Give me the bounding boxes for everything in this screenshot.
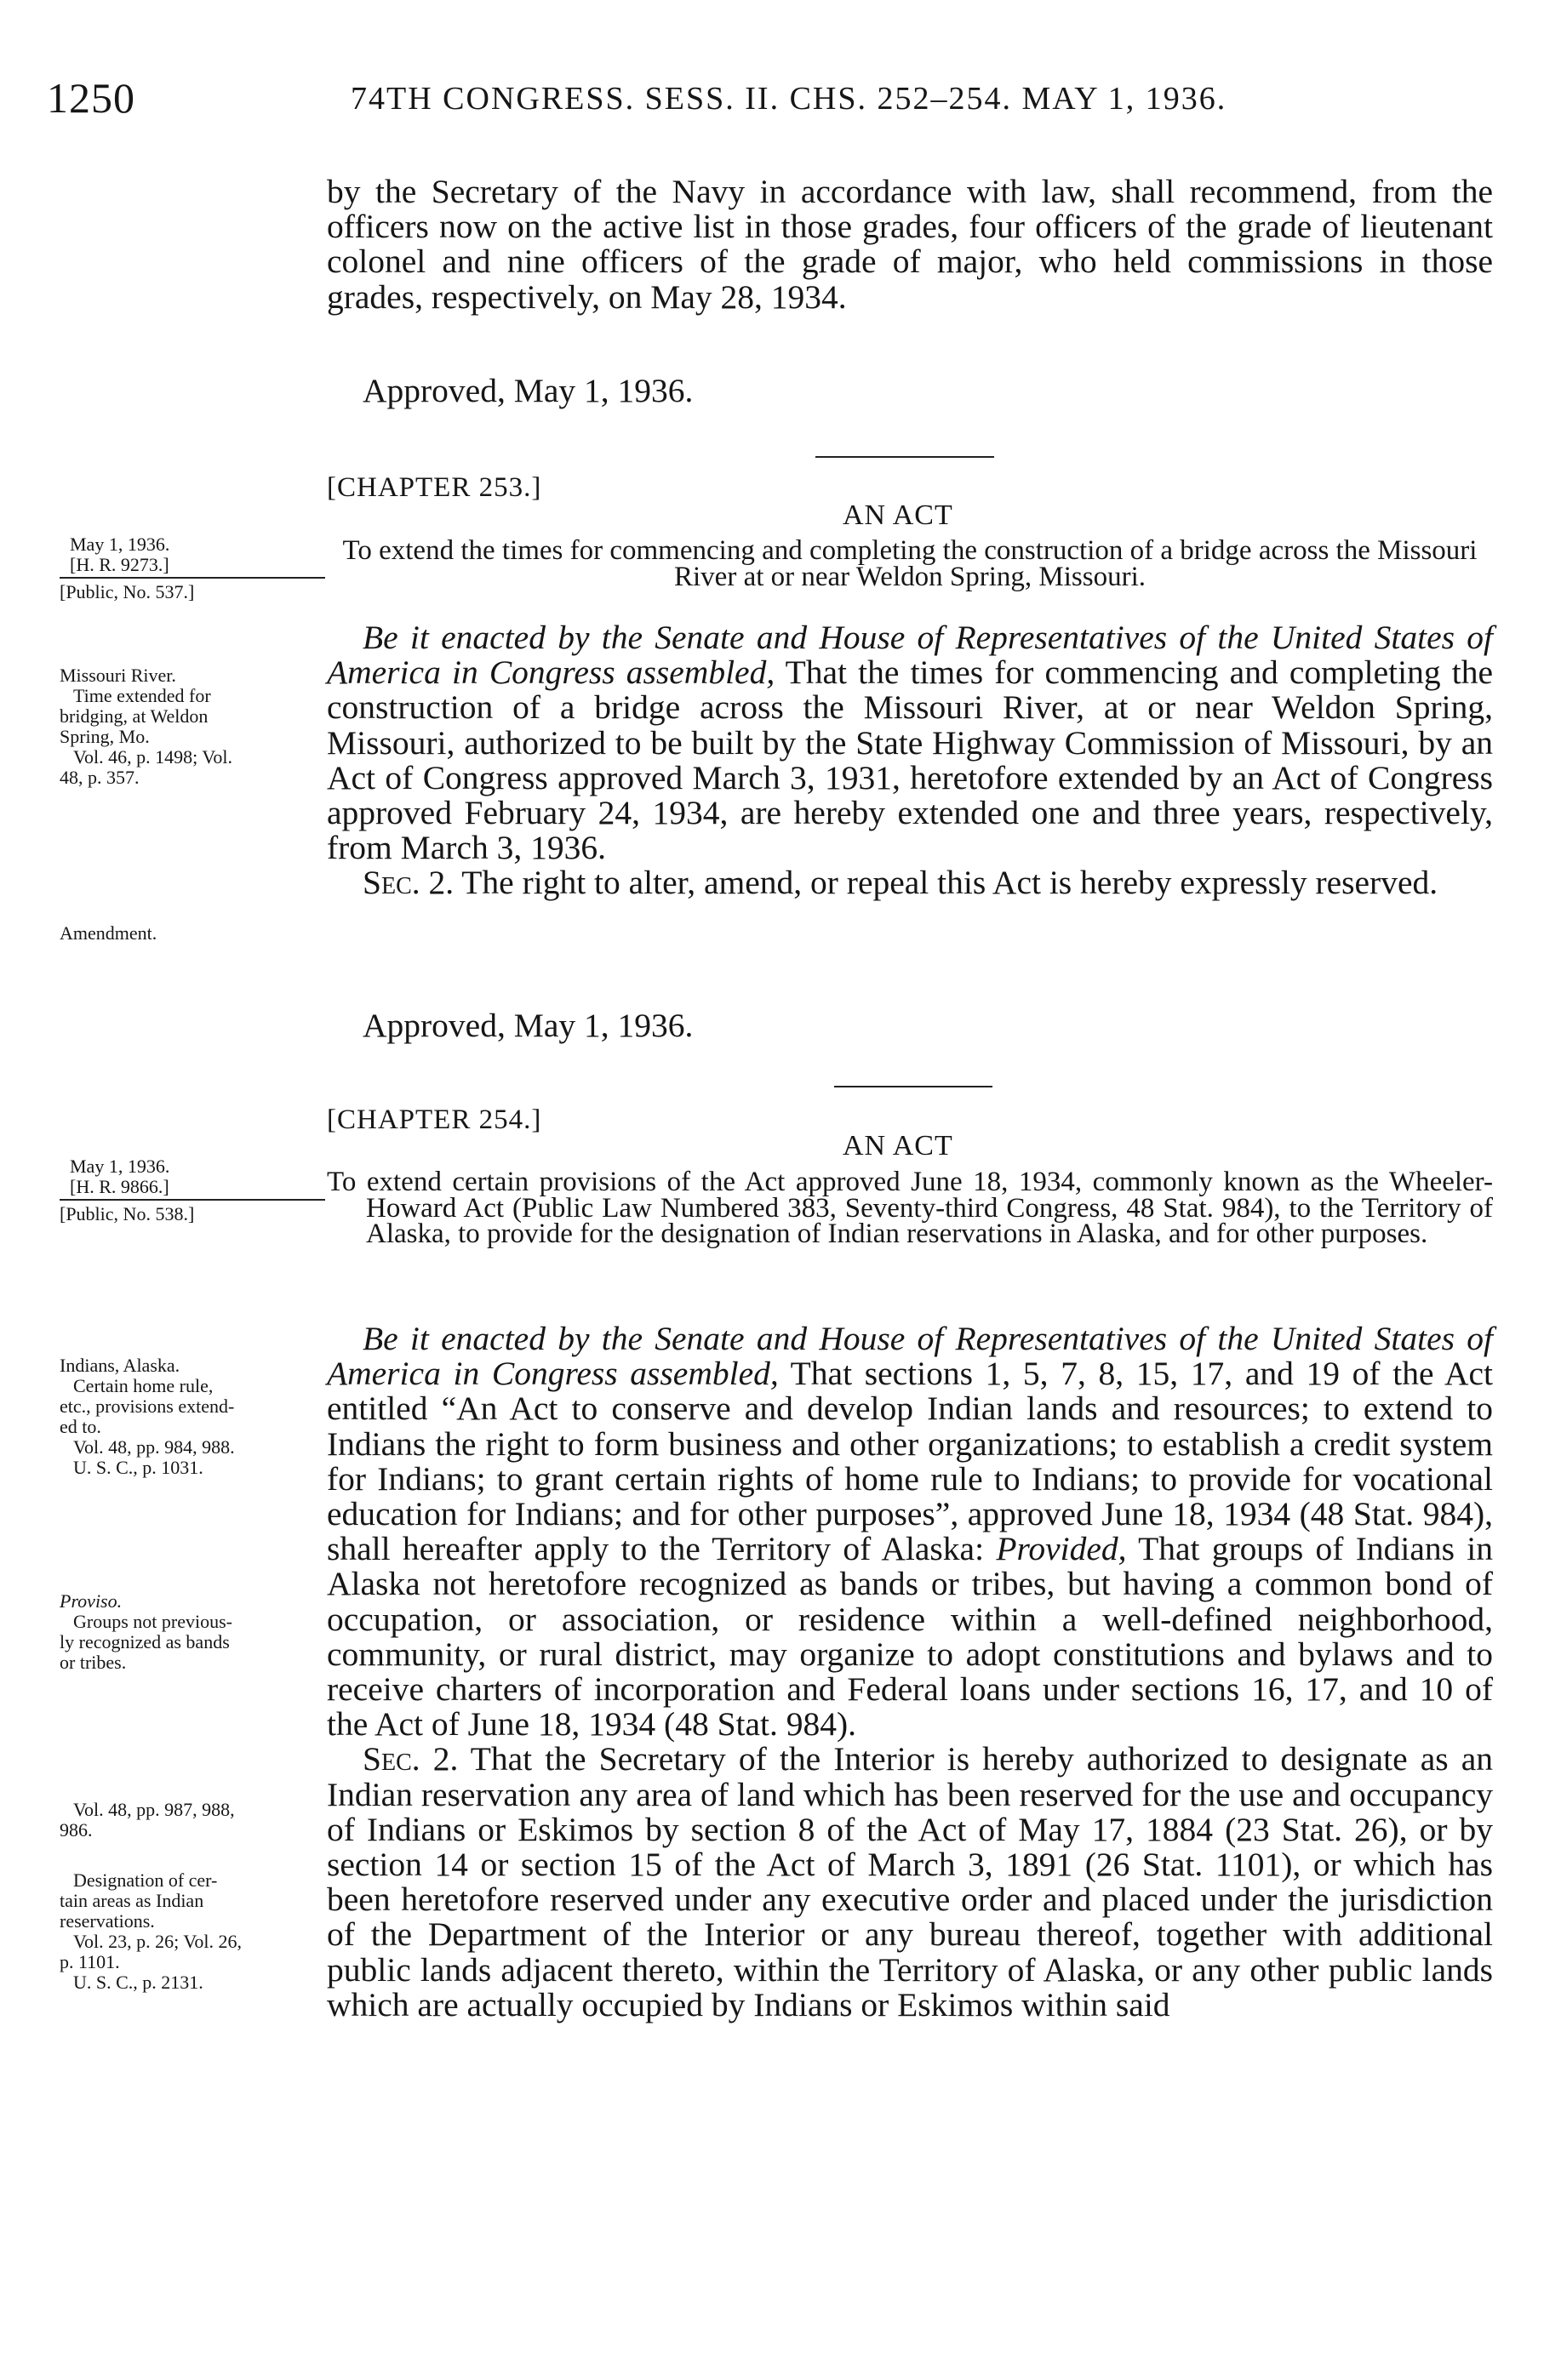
section-label: Sec. 2. bbox=[363, 864, 455, 902]
chapter-254-purpose-text: To extend certain provisions of the Act approved June 18, 1934, commonly known as the Wheeler-Howard Act (Public Law Numbered 383, Seventy-third Congress, 48 Stat. 984), to the Territory of Alaska, to provide for the designation of Indian reservations in Alaska, and for other purposes. bbox=[327, 1167, 1493, 1249]
continuation-text: by the Secretary of the Navy in accordance with law, shall recommend, from the officers now on the active list in those grades, four officers of the grade of lieutenant colonel and nine officers of the grade of major, who held commissions in those grades, respectively, on May 28, 1934. bbox=[327, 173, 1493, 316]
section-divider bbox=[815, 456, 994, 458]
bill-date: May 1, 1936. bbox=[70, 534, 170, 555]
continuation-paragraph bbox=[327, 174, 1493, 315]
chapter-254-label: [CHAPTER 254.] bbox=[327, 1104, 542, 1135]
margin-note-indians-alaska: Indians, Alaska. Certain home rule, etc., provisions extend- ed to. Vol. 48, pp. 984, 988. U. S. C., p. 1031. bbox=[60, 1355, 235, 1478]
chapter-253-approved: Approved, May 1, 1936. bbox=[363, 1007, 694, 1044]
chapter-253-label: [CHAPTER 253.] bbox=[327, 472, 542, 503]
public-law-number: [Public, No. 538.] bbox=[60, 1203, 195, 1224]
running-title: 74TH CONGRESS. SESS. II. CHS. 252–254. MAY 1, 1936. bbox=[351, 81, 1227, 117]
section-label: Sec. 2. bbox=[363, 1740, 459, 1778]
page-number: 1250 bbox=[47, 74, 135, 122]
margin-note-proviso: Proviso. Groups not previous- ly recognized as bands or tribes. bbox=[60, 1590, 232, 1673]
chapter-253-bill-info bbox=[60, 534, 315, 602]
continuation-approved: Approved, May 1, 1936. bbox=[363, 372, 694, 409]
chapter-253-purpose bbox=[327, 535, 1493, 592]
margin-note-amendment: Amendment. bbox=[60, 922, 157, 944]
enacting-formula: Be it enacted by the Senate and House of Representatives of the United States of America in Congress assembled, bbox=[327, 619, 1493, 692]
public-law-number: [Public, No. 537.] bbox=[60, 581, 195, 602]
bill-number: [H. R. 9273.] bbox=[60, 555, 325, 579]
chapter-254-purpose bbox=[327, 1169, 1493, 1247]
section-divider bbox=[834, 1086, 992, 1087]
bill-date: May 1, 1936. bbox=[70, 1156, 170, 1177]
chapter-254-act-heading: AN ACT bbox=[843, 1130, 953, 1161]
chapter-253-purpose-text: To extend the times for commencing and completing the construction of a bridge across the Missouri River at or near Weldon Spring, Missouri. bbox=[342, 535, 1478, 592]
section-text: The right to alter, amend, or repeal this Act is hereby expressly reserved. bbox=[454, 864, 1438, 902]
section-text: That the Secretary of the Interior is hereby authorized to designate as an Indian reservation any area of land which has been reserved for the use and occupancy of Indians or Eskimos by section 8 of the Act of May 17, 1884 (23 Stat. 26), or by section 14 or section 15 of the Act of March 3, 1891 (26 Stat. 1101), or which has been heretofore reserved under any executive order and placed under the jurisdiction of the Department of the Interior or any bureau thereof, together with additional public lands adjacent thereto, within the Territory of Alaska, or any other public lands which are actually occupied by Indians or Eskimos within said bbox=[327, 1740, 1493, 2023]
proviso-text: That groups of Indians in Alaska not heretofore recognized as bands or tribes, but having a common bond of occupation, or association, or residence within a well-defined neighborhood, community, or rural district, may organize to adopt constitutions and bylaws and to receive charters of incorporation and Federal loans under sections 16, 17, and 10 of the Act of June 18, 1934 (48 Stat. 984). bbox=[327, 1530, 1494, 1744]
margin-note-vol-48: Vol. 48, pp. 987, 988, 986. bbox=[60, 1799, 235, 1841]
chapter-253-section-2 bbox=[327, 865, 1493, 900]
chapter-254-bill-info bbox=[60, 1156, 315, 1224]
margin-note-designation: Designation of cer- tain areas as Indian reservations. Vol. 23, p. 26; Vol. 26, p. 1101. U. S. C., p. 2131. bbox=[60, 1869, 243, 1993]
chapter-254-section-2 bbox=[327, 1742, 1493, 2023]
proviso-word: Provided, bbox=[996, 1530, 1127, 1568]
chapter-253-enacting-clause bbox=[327, 620, 1493, 901]
enacting-text: That the times for commencing and completing the construction of a bridge across the Missouri River, at or near Weldon Spring, Missouri, authorized to be built by the State Highway Commission of Missouri, by an Act of Congress approved March 3, 1931, heretofore extended by an Act of Congress approved February 24, 1934, are hereby extended one and three years, respectively, from March 3, 1936. bbox=[327, 654, 1493, 867]
chapter-254-enacting-clause bbox=[327, 1321, 1493, 2023]
enacting-text: That sections 1, 5, 7, 8, 15, 17, and 19 of the Act entitled “An Act to conserve and develop Indian lands and resources; to extend to Indians the right to form business and other organizations; to establish a credit system for Indians; to grant certain rights of home rule to Indians; to provide for vocational education for Indians; and for other purposes”, approved June 18, 1934 (48 Stat. 984), shall hereafter apply to the Territory of Alaska: bbox=[327, 1355, 1494, 1568]
bill-number: [H. R. 9866.] bbox=[60, 1177, 325, 1201]
enacting-formula: Be it enacted by the Senate and House of Representatives of the United States of America in Congress assembled, bbox=[327, 1320, 1493, 1393]
margin-note-missouri-river: Missouri River. Time extended for bridging, at Weldon Spring, Mo. Vol. 46, p. 1498; Vol. 48, p. 357. bbox=[60, 665, 233, 788]
chapter-253-act-heading: AN ACT bbox=[843, 499, 953, 531]
